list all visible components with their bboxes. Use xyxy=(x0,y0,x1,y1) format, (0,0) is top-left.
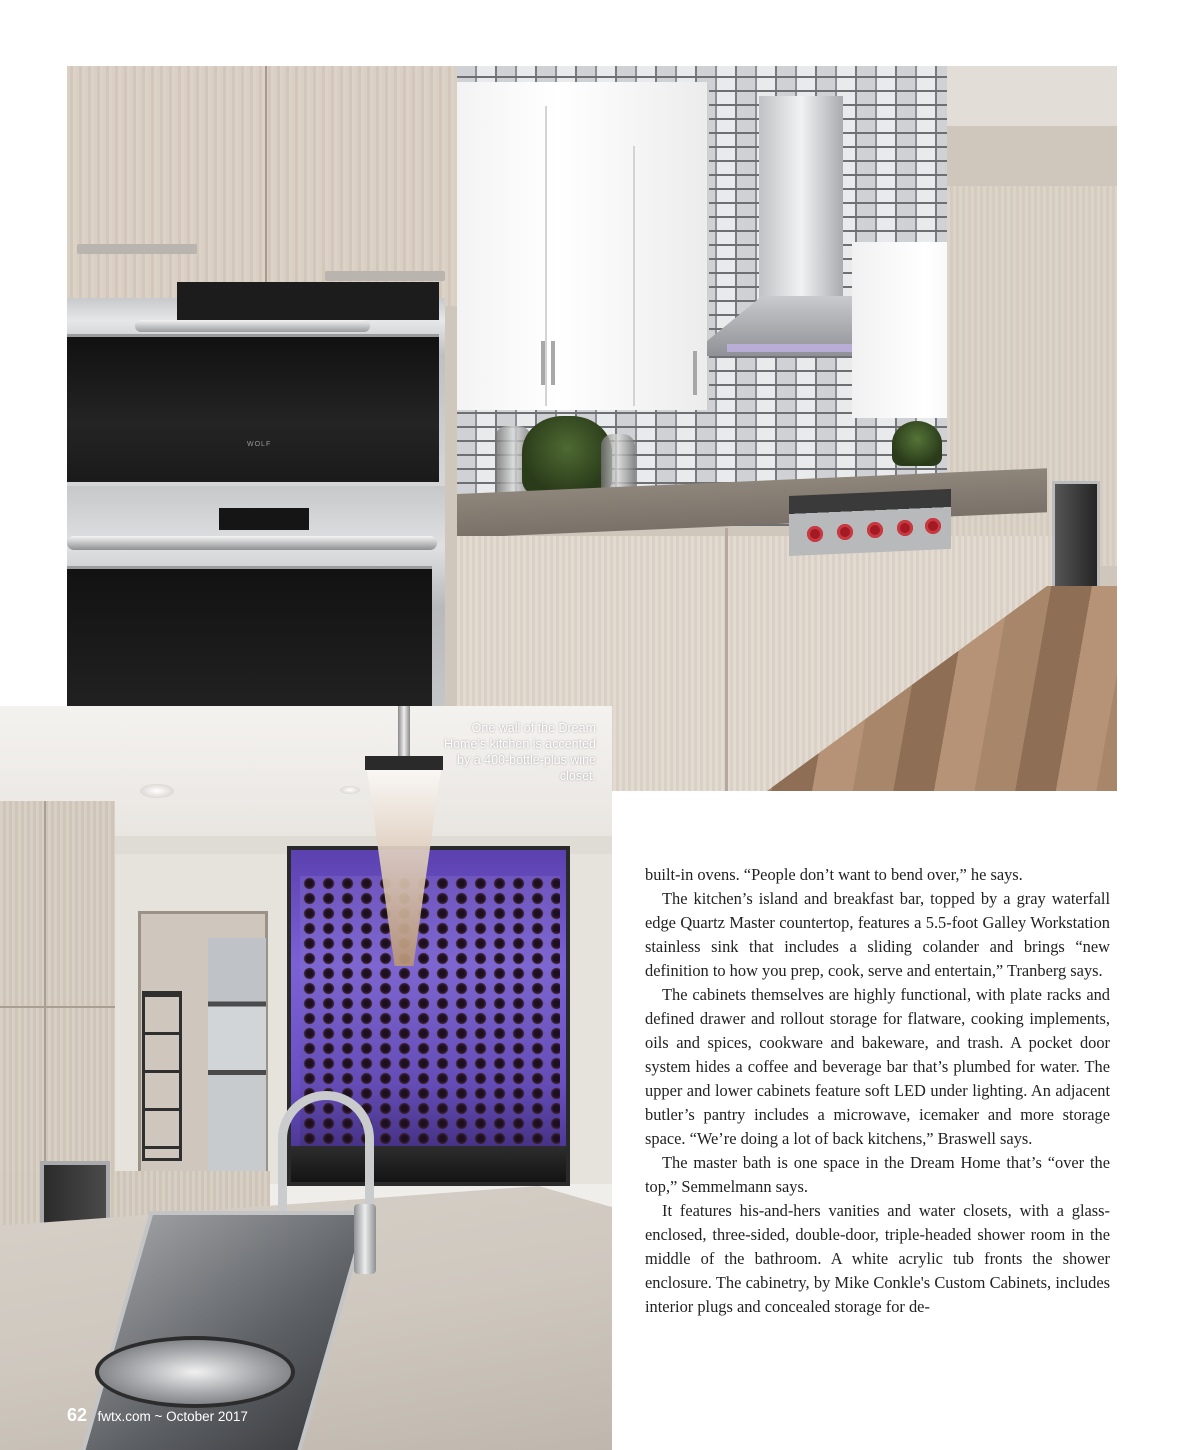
page-number: 62 xyxy=(67,1405,88,1425)
cabinet-seam xyxy=(633,146,635,406)
cabinet-seam xyxy=(0,1006,115,1008)
article-paragraph: It features his-and-hers vanities and water closets, with a glass-enclosed, three-sided, double-door, triple-headed shower room in the middle of the bathroom. A white acrylic tub fronts the shower enclosure. The cabinetry, by Mike Conkle's Custom Cabinets, includes interior plugs and concealed storage for de- xyxy=(645,1201,1110,1316)
red-knob xyxy=(925,518,941,534)
red-knob xyxy=(807,526,823,542)
speed-oven-window xyxy=(67,334,439,482)
cabinet-pull xyxy=(77,244,197,254)
red-knob xyxy=(897,520,913,536)
oven-handle xyxy=(67,536,437,550)
kitchen-wall-photo xyxy=(67,66,1117,791)
article-paragraph: The cabinets themselves are highly functional, with plate racks and defined drawer and rollout storage for flatware, cooking implements, oils and spices, cookware and bakeware, and trash. A pocket door system hides a coffee and beverage bar that’s plumbed for water. The upper and lower cabinets feature soft LED under lighting. An adjacent butler’s pantry includes a microwave, icemaker and more storage space. “We’re doing a lot of back kitchens,” Braswell says. xyxy=(645,985,1110,1148)
article-paragraph: built-in ovens. “People don’t want to bend over,” he says. xyxy=(645,865,1023,884)
publication-line: fwtx.com ~ October 2017 xyxy=(97,1409,248,1424)
island-wine-closet-photo xyxy=(0,706,612,1450)
cabinet-pull xyxy=(693,351,697,395)
photo-caption: One wall of the Dream Home’s kitchen is accented by a 400-bottle-plus wine closet. xyxy=(444,721,596,783)
page-footer xyxy=(67,1405,248,1426)
cabinet-pull xyxy=(551,341,555,385)
cabinet-pull xyxy=(325,271,445,281)
cabinet-pull xyxy=(541,341,545,385)
potted-plant xyxy=(892,421,942,466)
cabinet-seam xyxy=(265,66,267,306)
recessed-light xyxy=(340,786,360,794)
red-knob xyxy=(867,522,883,538)
hammered-steel-bowl xyxy=(95,1336,295,1408)
article-paragraph: The master bath is one space in the Dream Home that’s “over the top,” Semmelmann says. xyxy=(645,1153,1110,1196)
faucet-neck xyxy=(278,1091,374,1211)
cabinet-seam xyxy=(545,106,547,406)
article-body xyxy=(645,863,1110,1319)
cabinet-seam xyxy=(725,528,728,791)
wall-art xyxy=(142,991,182,1161)
oven-brand-label: WOLF xyxy=(247,441,272,448)
faucet-base xyxy=(354,1204,376,1274)
oven-control-panel xyxy=(177,282,439,320)
glass-door xyxy=(208,938,266,1192)
oven-handle xyxy=(135,320,370,332)
white-gloss-upper-cabinets xyxy=(457,82,709,410)
article-paragraph: The kitchen’s island and breakfast bar, topped by a gray waterfall edge Quartz Master countertop, features a 5.5-foot Galley Workstation stainless sink that includes a sliding colander and brings “new definition to how you prep, cook, serve and entertain,” Tranberg says. xyxy=(645,889,1110,980)
recessed-light xyxy=(140,784,174,798)
oven-display xyxy=(219,508,309,530)
red-knob xyxy=(837,524,853,540)
upper-wood-cabinets xyxy=(67,66,457,306)
potted-plant xyxy=(522,416,612,496)
range-hood-chimney xyxy=(759,96,843,321)
